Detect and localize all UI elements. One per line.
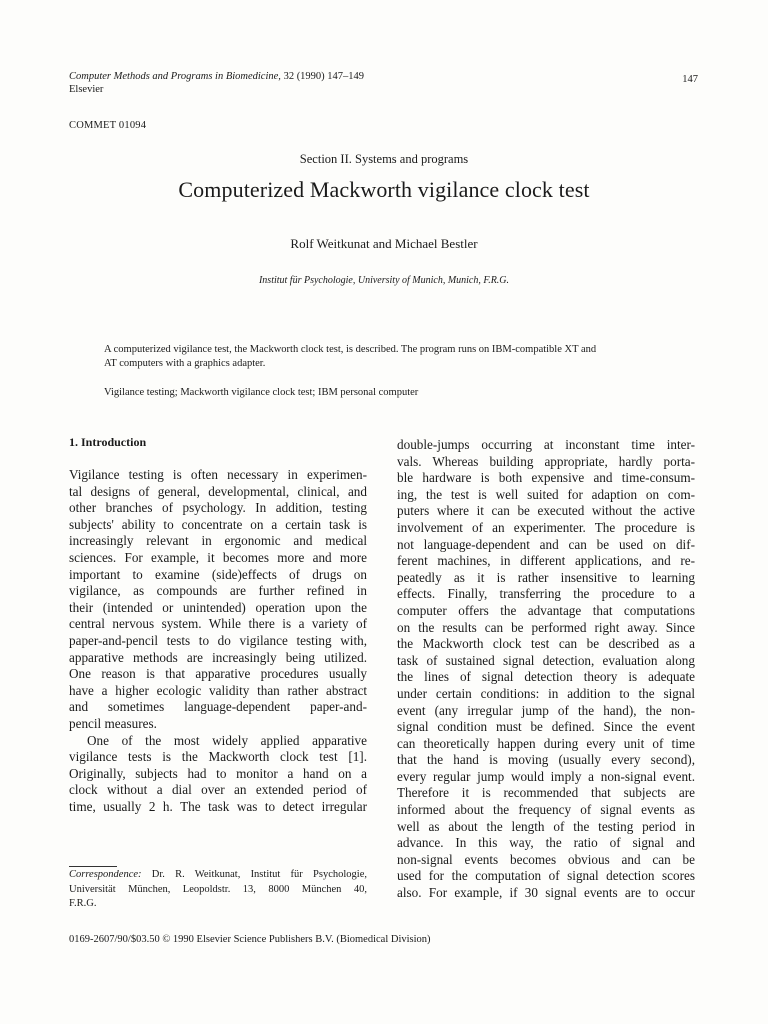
body-text-line: paper-and-pencil tests to do vigilance testing with, (69, 632, 367, 648)
copyright-line: 0169-2607/90/$03.50 © 1990 Elsevier Science Publishers B.V. (Biomedical Division) (69, 934, 431, 945)
body-text-line: Originally, subjects had to monitor a hand on a (69, 765, 367, 781)
body-text-line: task of sustained signal detection, evaluation along (397, 652, 695, 668)
body-text-line: can theoretically happen during every unit of time (397, 735, 695, 751)
body-text-line: informed about the frequency of signal events as (397, 802, 695, 818)
body-text-line: ble hardware is both expensive and time-consum- (397, 470, 695, 486)
correspondence-footnote (69, 868, 367, 912)
body-text-line: also. For example, if 30 signal events are to occur (397, 885, 695, 901)
body-text-line: tal designs of general, developmental, clinical, and (69, 483, 367, 499)
abstract (104, 343, 694, 371)
body-text-line: Vigilance testing is often necessary in experimen- (69, 467, 367, 482)
body-text-line: increasingly relevant in ergonomic and medical (69, 533, 367, 549)
body-text-line: computer offers the advantage that computations (397, 602, 695, 618)
body-text-line: non-signal events becomes obvious and can be (397, 851, 695, 867)
section-label: Section II. Systems and programs (299, 152, 469, 166)
body-text-line: used for the computation of signal detection scores (397, 868, 695, 884)
section-heading: 1. Introduction (69, 435, 147, 449)
body-text-line: sciences. For example, it becomes more and more (69, 549, 367, 565)
body-text-line: not language-dependent and can be used on dif- (397, 536, 695, 552)
body-text-line: that the hand is moving (usually every second), (397, 752, 695, 768)
abstract-line: AT computers with a graphics adapter. (104, 358, 266, 369)
body-text-line: event (any irregular jump of the hand), the non- (397, 702, 695, 718)
body-text-line: effects. Finally, transferring the procedure to a (397, 586, 695, 602)
page-number: 147 (682, 74, 698, 85)
body-text-line: apparative methods are increasingly being utilized. (69, 649, 367, 665)
body-column-left (69, 467, 367, 815)
body-text-line: under certain conditions: in addition to the signal (397, 685, 695, 701)
body-text-line: vigilance tests is the Mackworth clock test [1]. (69, 749, 367, 765)
body-text-line: the Mackworth clock test can be described as a (397, 636, 695, 652)
body-text-line: Therefore it is recommended that subjects are (397, 785, 695, 801)
body-text-line: One of the most widely applied apparative (87, 732, 367, 748)
body-column-right (397, 437, 695, 902)
body-text-line: on the results can be performed right away. Since (397, 619, 695, 635)
body-text-line: subjects' ability to concentrate on a certain task is (69, 516, 367, 532)
body-text-line: advance. In this way, the ratio of signal and (397, 835, 695, 851)
keywords: Vigilance testing; Mackworth vigilance clock test; IBM personal computer (104, 387, 419, 398)
journal-citation (69, 70, 364, 83)
body-text-line: double-jumps occurring at inconstant time inter- (397, 437, 695, 452)
affiliation: Institut für Psychologie, University of Munich, Munich, F.R.G. (258, 275, 510, 286)
body-text-line: pencil measures. (69, 715, 157, 731)
body-text-line: signal condition must be defined. Since the event (397, 719, 695, 735)
article-title: Computerized Mackworth vigilance clock test (178, 177, 590, 202)
body-text-line: puters where it can be executed without the active (397, 503, 695, 519)
authors: Rolf Weitkunat and Michael Bestler (290, 236, 478, 251)
publisher: Elsevier (69, 84, 104, 95)
body-text-line: vigilance, as compounds are further refined in (69, 583, 367, 599)
body-text-line: the lines of signal detection theory is adequate (397, 669, 695, 685)
journal-name: Computer Methods and Programs in Biomedicine, (69, 71, 281, 82)
body-text-line: One reason is that apparative procedures usually (69, 666, 367, 682)
body-text-line: ing, the test is well suited for adaption on com- (397, 486, 695, 502)
document-code: COMMET 01094 (69, 120, 147, 131)
body-text-line: vals. Whereas building appropriate, hardly porta- (397, 453, 695, 469)
body-text-line: important to examine (side)effects of drugs on (69, 566, 367, 582)
body-text-line: and sometimes language-dependent paper-and- (69, 699, 367, 715)
footnote-text: Dr. R. Weitkunat, Institut für Psychologie, (151, 869, 367, 880)
body-text-line: well as about the length of the testing period in (397, 818, 695, 834)
body-text-line: clock without a dial over an extended period of (69, 782, 367, 798)
footnote-label: Correspondence: (69, 869, 142, 880)
footnote-rule (69, 866, 117, 867)
body-text-line: peatedly as it is rather insensitive to learning (397, 569, 695, 585)
body-text-line: involvement of an experimenter. The procedure is (397, 519, 695, 535)
body-text-line: ferent machines, in different applications, and re- (397, 553, 695, 569)
body-text-line: have a higher ecologic validity than rather abstract (69, 682, 367, 698)
abstract-line: A computerized vigilance test, the Mackworth clock test, is described. The program runs on IBM-compatible XT and (104, 344, 597, 355)
body-text-line: central nervous system. While there is a variety of (69, 616, 367, 632)
body-text-line: time, usually 2 h. The task was to detect irregular (69, 798, 367, 814)
body-text-line: every regular jump would imply a non-signal event. (397, 768, 695, 784)
footnote-line: F.R.G. (69, 898, 97, 909)
body-text-line: other branches of psychology. In addition, testing (69, 500, 367, 516)
journal-volume-pages: 32 (1990) 147–149 (283, 71, 365, 82)
footnote-line (69, 868, 367, 883)
body-text-line: their (intended or unintended) operation upon the (69, 599, 367, 615)
footnote-line: Universität München, Leopoldstr. 13, 8000 München 40, (69, 883, 367, 895)
